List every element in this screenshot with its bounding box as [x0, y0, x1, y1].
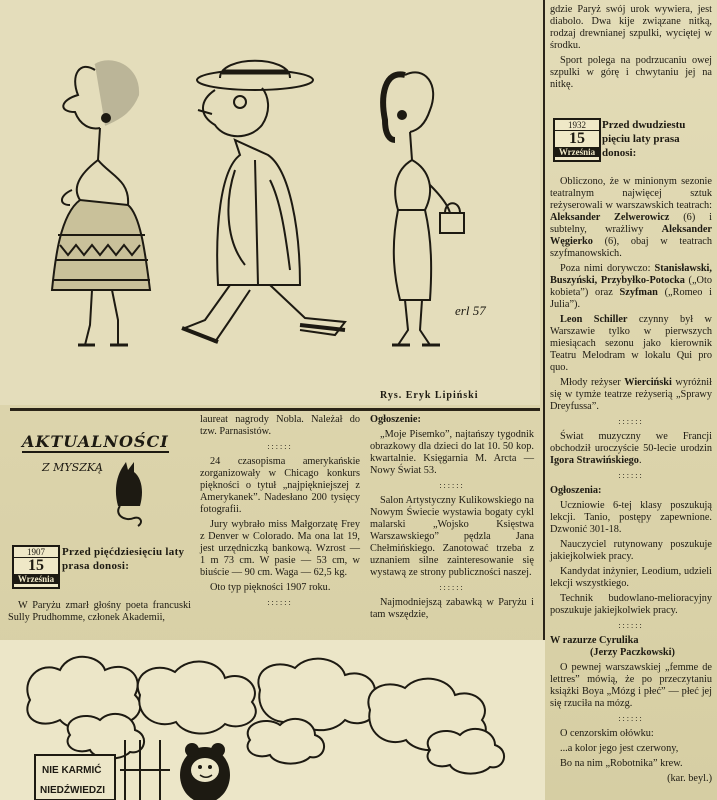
date-month: Września — [14, 574, 58, 584]
text-run: Igora Strawińskiego — [550, 455, 639, 466]
anecdote-4: Bo na nim „Robotnika” krew. — [560, 758, 683, 769]
separator: :::::: — [618, 471, 644, 480]
text-run: Świat muzyczny we Francji obchodził uroczyście 50-lecie urodzin — [550, 431, 712, 454]
date-year: 1932 — [555, 120, 599, 131]
aktual-col2 — [200, 414, 360, 612]
aktual-c3p1: „Moje Pisemko”, najtańszy tygodnik obrazkowy dla dzieci do lat 10. 50 kop. kwartalnie. Księgarnia M. Arcta — Nowy Świat 53. — [370, 429, 534, 476]
aktual-col1 — [8, 600, 191, 627]
aktual-c2p3: Jury wybrało miss Małgorzatę Frey z Denver w Colorado. Ma ona lat 19, jest urzędniczką bankową. Wzrost — 1 m 73 cm. W pasie — 53 cm, w biuście — 90 cm. Waga — 62,5 kg. — [200, 519, 360, 578]
separator: :::::: — [618, 714, 644, 723]
separator: :::::: — [439, 583, 465, 592]
ad-3: Kandydat inżynier, Leodium, udzieli lekcji wszystkiego. — [550, 566, 712, 589]
text-run: (6) i subtelny, wrażliwy — [550, 212, 713, 235]
text-run: („Romeo i Julia”). — [550, 287, 712, 310]
aktual-c2p1: laureat nagrody Nobla. Należał do tzw. Parnasistów. — [200, 414, 360, 437]
ad-1: Uczniowie 6-tej klasy poszukują lekcji. Tanio, postępy zapewnione. Dzwonić 301-18. — [550, 500, 712, 535]
text-run: Aleksander Zelwerowicz — [550, 212, 670, 223]
aktual-c3p2: Salon Artystyczny Kulikowskiego na Nowym Świecie wystawia bogaty cykl malarski „Wojsko Księstwa Warszawskiego” pędzla Jana Chełmińskiego. Zanotować trzeba z uznaniem silne zainteresowanie się wystawą ze strony publiczności naszej. — [370, 495, 534, 578]
aktual-c3p3: Najmodniejszą zabawką w Paryżu i tam wszędzie, — [370, 597, 534, 620]
text-run: Wierciński — [624, 377, 672, 388]
text-run: Obliczono, że w minionym sezonie teatralnym najwięcej sztuk reżyserowali w warszawskich teatrach: — [550, 176, 712, 211]
text-run: („Oto kobieta”) oraz — [550, 275, 712, 298]
razor-title — [550, 635, 712, 659]
aktual-c2p2: 24 czasopisma amerykańskie zorganizowały w Chicago konkurs piękności o tytuł „najpiękniejszej z Amerykanek”. Nadesłano 200 tysięcy fotografii. — [200, 456, 360, 515]
right-p1: gdzie Paryż swój urok wywiera, jest diabolo. Dwa kije związane nitką, rodzaj drewnianej szpulki, wyciętej w środku. — [550, 4, 712, 51]
text-run: Młody reżyser — [560, 377, 625, 388]
aktual-c2p4: Oto typ piękności 1907 roku. — [210, 582, 331, 593]
aktual-col3 — [370, 414, 534, 624]
text-run: (6), obaj w teatrach szyfmanowskich. — [550, 236, 712, 259]
text-run: Szyfman — [619, 287, 658, 298]
aktual-c3h: Ogłoszenie: — [370, 414, 421, 425]
separator: :::::: — [439, 481, 465, 490]
column-rule — [543, 0, 545, 640]
ads-title: Ogłoszenia: — [550, 485, 602, 496]
aktual-c1p1: W Paryżu zmarł głośny poeta francuski Sully Prudhomme, członek Akademii, — [8, 600, 191, 623]
ad-4: Technik budowlano-melioracyjny poszukuje jakiejkolwiek pracy. — [550, 593, 712, 616]
anecdote-3: ...a kolor jego jest czerwony, — [560, 743, 679, 754]
text-run: (Jerzy Paczkowski) — [590, 647, 675, 658]
right-column — [550, 4, 712, 94]
bear-icon — [180, 743, 230, 800]
right-header: Przed dwudziestu pięciu laty prasa donosi: — [602, 119, 686, 159]
text-run: . — [638, 455, 642, 466]
text-run: wyróżnił się w tymże teatrze reżyserią „Sprawy Dreyfussa”. — [550, 377, 712, 412]
date-day: 15 — [28, 557, 44, 574]
anecdote-1: O pewnej warszawskiej „femme de lettres” mówią, że po przeczytaniu książki Boya „Mózg i płeć” — płeć jej się rzuciła na mózg. — [550, 662, 712, 709]
text-run: Poza nimi dorywczo: — [560, 263, 655, 274]
right-p2: Sport polega na podrzucaniu owej szpulki w górę i chwytaniu jej na nitkę. — [550, 55, 712, 90]
aktualnosci-subtitle: Z MYSZKĄ — [42, 461, 104, 474]
anecdote-2: O cenzorskim ołówku: — [560, 728, 654, 739]
ad-2: Nauczyciel rutynowany poszukuje jakiejkolwiek pracy. — [550, 539, 712, 562]
cartoon-illustration — [0, 0, 540, 405]
text-run: Aleksander Węgierko — [550, 224, 712, 247]
illustration-caption: Rys. Eryk Lipiński — [380, 390, 479, 401]
sign-text-2: NIEDŹWIEDZI — [40, 785, 105, 796]
text-run: czynny był w Warszawie tylko w pierwszych miesiącach sezonu jako kierownik Teatru Melodram w lokalu Qui pro quo. — [550, 314, 712, 373]
date-year: 1907 — [14, 547, 58, 558]
right-column-body — [550, 176, 712, 788]
date-box-1932 — [553, 118, 601, 162]
bottom-cartoon — [0, 640, 545, 800]
text-run: Stanisławski, Buszyński, Przybyłko-Potocka — [550, 263, 712, 286]
text-run: W razurze Cyrulika — [550, 635, 639, 646]
separator: :::::: — [618, 621, 644, 630]
artist-signature: erl 57 — [455, 303, 486, 318]
text-run: Leon Schiller — [560, 314, 628, 325]
aktualnosci-title: AKTUALNOŚCI — [22, 432, 169, 451]
mouse-icon — [110, 462, 150, 528]
horizontal-rule — [10, 408, 540, 411]
separator: :::::: — [267, 598, 293, 607]
date-month: Września — [555, 147, 599, 157]
sign-text-1: NIE KARMIĆ — [42, 765, 102, 776]
date-day: 15 — [569, 130, 585, 147]
separator: :::::: — [267, 442, 293, 451]
aktual-header: Przed pięćdziesięciu laty prasa donosi: — [62, 546, 185, 572]
date-box-1907 — [12, 545, 60, 589]
separator: :::::: — [618, 417, 644, 426]
author-initials: (kar. beyl.) — [667, 773, 712, 784]
